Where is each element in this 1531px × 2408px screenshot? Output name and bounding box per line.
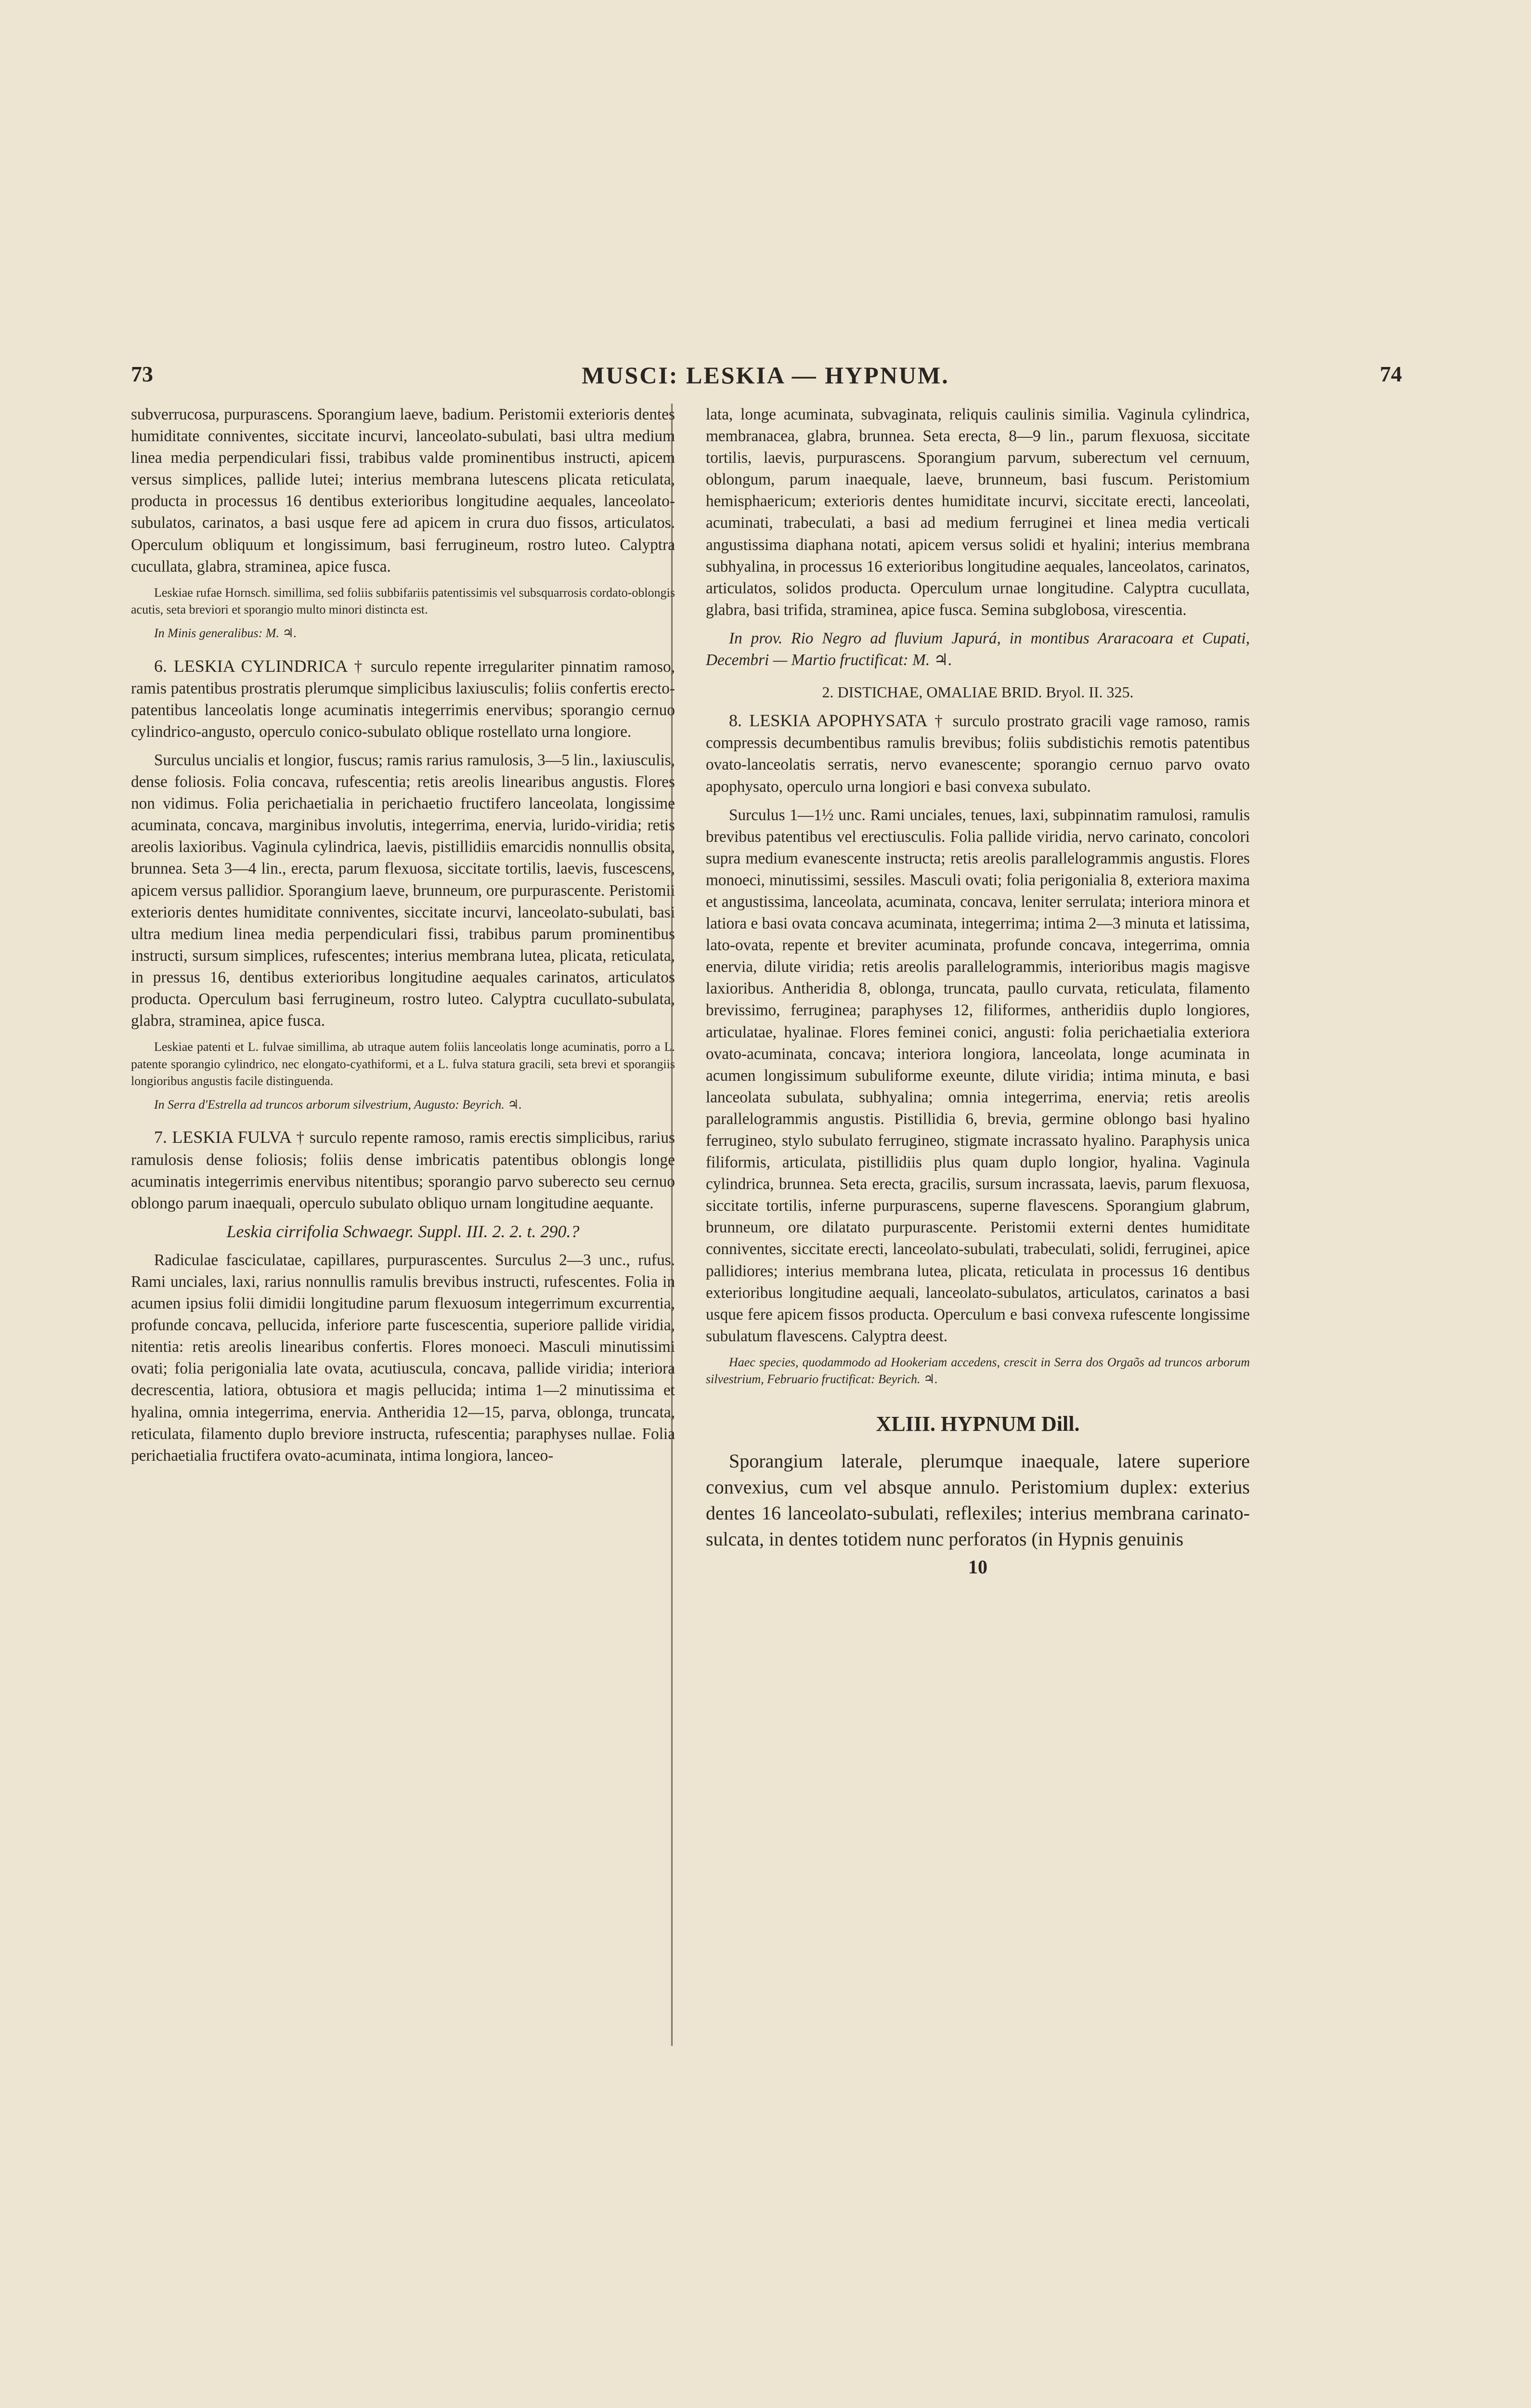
page-number-left: 73 [131,362,153,386]
diagnosis-text: surculo prostrato gracili vage ramoso, ramis compressis decumbentibus ramulis brevibus; foliis subdistichis remotis patentibus ovato-lanceolatis serratis, nervo evanescente; sporangio cernuo parvo ovato apophysato, operculo urna longiori e basi convexa subulato. [706,712,1250,796]
species-description: Surculus uncialis et longior, fuscus; ramis rarius ramulosis, 3—5 lin., laxiusculis, dense foliosis. Folia concava, rufescentia; retis areolis linearibus angustis. Flores non vidimus. Folia perichaetialia in perichaetio fructifero lanceolata, longissime acuminata, concava, marginibus involutis, integerrima, enervia, lurido-viridia; retis areolis laxioribus. Vaginula cylindrica, laevis, pistillidiis emarcidis nonnullis obsita, brunnea. Seta 3—4 lin., erecta, parum flexuosa, siccitate tortilis, laevis, fuscescens, apicem versus pallidior. Sporangium laeve, brunneum, ore purpurascente. Peristomii exterioris dentes humiditate conniventes, siccitate incurvi, lanceolato-subulati, basi ultra medium linea media perpendiculari fissi, trabibus parum prominentibus instructi, sursum simplices, rufescentes; interius membrana lutea, plicata, reticulata, in pressus 16, dentibus exterioribus longitudine aequales carinatos, articulatos producta. Operculum basi ferrugineum, rostro luteo. Calyptra cucullato-subulata, glabra, straminea, apice fusca. [131,751,675,1030]
dagger-mark: † [354,657,364,676]
locality: In Serra d'Estrella ad truncos arborum silvestrium, Augusto: Beyrich. ♃. [154,1098,522,1112]
left-column [131,404,675,1466]
note: Haec species, quodammodo ad Hookeriam accedens, crescit in Serra dos Orgaõs ad truncos arborum silvestrium, Februario fructificat: Beyrich. ♃. [706,1355,1250,1387]
signature-mark: 10 [968,1556,987,1578]
note: Leskiae rufae Hornsch. simillima, sed foliis subbifariis patentissimis vel subsquarrosis cordato-oblongis acutis, seta breviori et sporangio multo minori distincta est. [131,585,675,617]
species-description: Radiculae fasciculatae, capillares, purpurascentes. Surculus 2—3 unc., rufus. Rami unciales, laxi, rarius nonnullis ramulis brevibus instructi, rufescentes. Folia in acumen ipsius folii dimidii longitudine parum flexuosum integerrimum excurrentia, profunde concava, pellucida, inferiore parte fuscescentia, superiore pallide viridia, nitentia: retis areolis linearibus confertis. Flores monoeci. Masculi minutissimi ovati; folia perigonialia late ovata, acutiuscula, concava, pallide viridia; interiora decrescentia, latiora, obtusiora et magis pellucida; intima 1—2 minutissima et hyalina, omnia integerrima, enervia. Antheridia 12—15, parva, oblonga, truncata, reticulata, filamento duplo breviore instructa, rufescentia; paraphyses nullae. Folia perichaetialia fructifera ovato-acuminata, intima longiora, lanceo- [131,1251,675,1465]
diagnosis-text: surculo repente irregulariter pinnatim ramoso, ramis patentibus prostratis plerumque simplicibus laxiusculis; foliis confertis erecto-patentibus lanceolatis longe acuminatis integerrimis enervibus; sporangio cernuo cylindrico-angusto, operculo conico-subulato oblique rostellato urna longiore. [131,657,675,741]
locality: In prov. Rio Negro ad fluvium Japurá, in montibus Araracoara et Cupati, Decembri — Martio fructificat: M. ♃. [706,629,1250,669]
species-heading: 7. LESKIA FULVA [154,1127,292,1147]
column-divider [671,404,673,2046]
genus-heading: XLIII. HYPNUM Dill. [876,1412,1080,1436]
species-description: Surculus 1—1½ unc. Rami unciales, tenues, laxi, subpinnatim ramulosi, ramulis brevibus patentibus vel erectiusculis. Folia pallide viridia, nervo carinato, concolori supra medium evanescente instructa; retis areolis parallelogrammis angustis. Flores monoeci, minutissimi, sessiles. Masculi ovati; folia perigonialia 8, exteriora maxima et angustissima, lanceolata, acuminata, concava, leniter serrulata; interiora minora et latiora e basi ovata concava acuminata, integerrima; intima 2—3 minuta et latissima, lato-ovata, repente et breviter acuminata, profunde concava, integerrima, omnia enervia, dilute viridia; retis areolis parallelogrammis, interioribus magis magisve laxioribus. Antheridia 8, oblonga, truncata, paullo curvata, reticulata, filamento brevissimo, ferruginea; paraphyses 12, filiformes, antheridiis duplo longiores, articulatae, hyalinae. Flores feminei conici, angusti: folia perichaetialia exteriora ovato-acuminata, concava; interiora longiora, lanceolata, longe acuminata in acumen longissimum subuliforme exeunte, dilute viridia; intima minuta, e basi lanceolata subulata, subhyalina; omnia integerrima, enervia; retis areolis parallelogrammis angustis. Pistillidia 6, brevia, germine oblongo basi hyalino ferrugineo, stylo subulato ferrugineo, stigmate incrassato hyalino. Paraphysis unica filiformis, articulata, pistillidiis plus quam duplo longior, hyalina. Vaginula cylindrica, brunnea. Seta erecta, gracilis, sursum incrassata, laevis, parum flexuosa, siccitate tortilis, inferne purpurascens, superne flavescens. Sporangium glabrum, brunneum, ore dilatato purpurascente. Peristomii externi dentes humiditate conniventes, siccitate erecti, lanceolato-subulati, trabeculati, solidi, ferruginei, apice pallidiores; interius membrana lutea, plicata, reticulata in processus 16 dentibus exterioribus longitudine aequali, lanceolato-subulatos, articulatos, carinatos a basi usque fere apicem fissos producta. Operculum e basi convexa rufescente longissime subulatum flavescens. Calyptra deest. [706,806,1250,1345]
species-diagnosis [131,655,675,743]
note: Leskiae patenti et L. fulvae simillima, ab utraque autem foliis lanceolatis longe acuminatis, porro a L. patente sporangio cylindrico, nec elongato-cyathiformi, et a L. fulva statura gracili, seta brevi et sporangiis longioribus angustis facile distinguenda. [131,1040,675,1088]
right-column [706,404,1250,1578]
genus-description: Sporangium laterale, plerumque inaequale, latere superiore convexius, cum vel absque annulo. Peristomium duplex: exterius dentes 16 lanceolato-subulati, reflexiles; interius membrana carinato-sulcata, in dentes totidem nunc perforatos (in Hypnis genuinis [706,1450,1250,1550]
page-number-right: 74 [1380,362,1402,386]
species-heading: 6. LESKIA CYLINDRICA [154,656,348,676]
running-title: MUSCI: LESKIA — HYPNUM. [582,362,949,389]
dagger-mark: † [934,712,946,731]
locality: In Minis generalibus: M. ♃. [154,626,297,641]
species-diagnosis [131,1126,675,1214]
section-heading: 2. DISTICHAE, OMALIAE BRID. Bryol. II. 325. [822,683,1134,701]
dagger-mark: † [296,1129,305,1147]
paragraph: subverrucosa, purpurascens. Sporangium laeve, badium. Peristomii exterioris dentes humiditate conniventes, siccitate incurvi, lanceolato-subulati, basi ultra medium linea media perpendiculari fissi, trabibus valde prominentibus instructi, apicem versus simplices, pallide lutei; interius membrana lutescens plicata reticulata, producta in processus 16 dentibus exterioribus longitudine aequales, lanceolato-subulatos, carinatos, a basi usque fere ad apicem in crura duo fissos, articulatos. Operculum obliquum et longissimum, basi ferrugineum, rostro luteo. Calyptra cucullata, glabra, straminea, apice fusca. [131,406,675,576]
synonym: Leskia cirrifolia Schwaegr. Suppl. III. 2. 2. t. 290.? [226,1221,580,1241]
paragraph: lata, longe acuminata, subvaginata, reliquis caulinis similia. Vaginula cylindrica, membranacea, glabra, brunnea. Seta erecta, 8—9 lin., parum flexuosa, siccitate tortilis, laevis, purpurascens. Sporangium parvum, suberectum vel cernuum, oblongum, parum inaequale, laeve, brunneum, basi fuscum. Peristomium hemisphaericum; exterioris dentes humiditate incurvi, siccitate erecti, lanceolati, acuminati, trabeculati, a basi ad medium ferruginei et linea media verticali angustissima diaphana notati, apicem versus solidi et hyalini; interius membrana subhyalina, in processus 16 exterioribus longitudine aequales, lanceolatos, carinatos, articulatos, solidos producta. Operculum urnae longitudine. Calyptra cucullata, glabra, basi trifida, straminea, apice fusca. Semina subglobosa, virescentia. [706,406,1250,619]
diagnosis-text: surculo repente ramoso, ramis erectis simplicibus, rarius ramulosis dense foliosis; foliis dense imbricatis patentibus oblongis longe acuminatis integerrimis enervibus nitentibus; sporangio parvo suberecto seu cernuo oblongo parum inaequali, operculo subulato obliquo urnam longitudine aequante. [131,1129,675,1212]
species-heading: 8. LESKIA APOPHYSATA [729,711,928,731]
species-diagnosis [706,710,1250,797]
